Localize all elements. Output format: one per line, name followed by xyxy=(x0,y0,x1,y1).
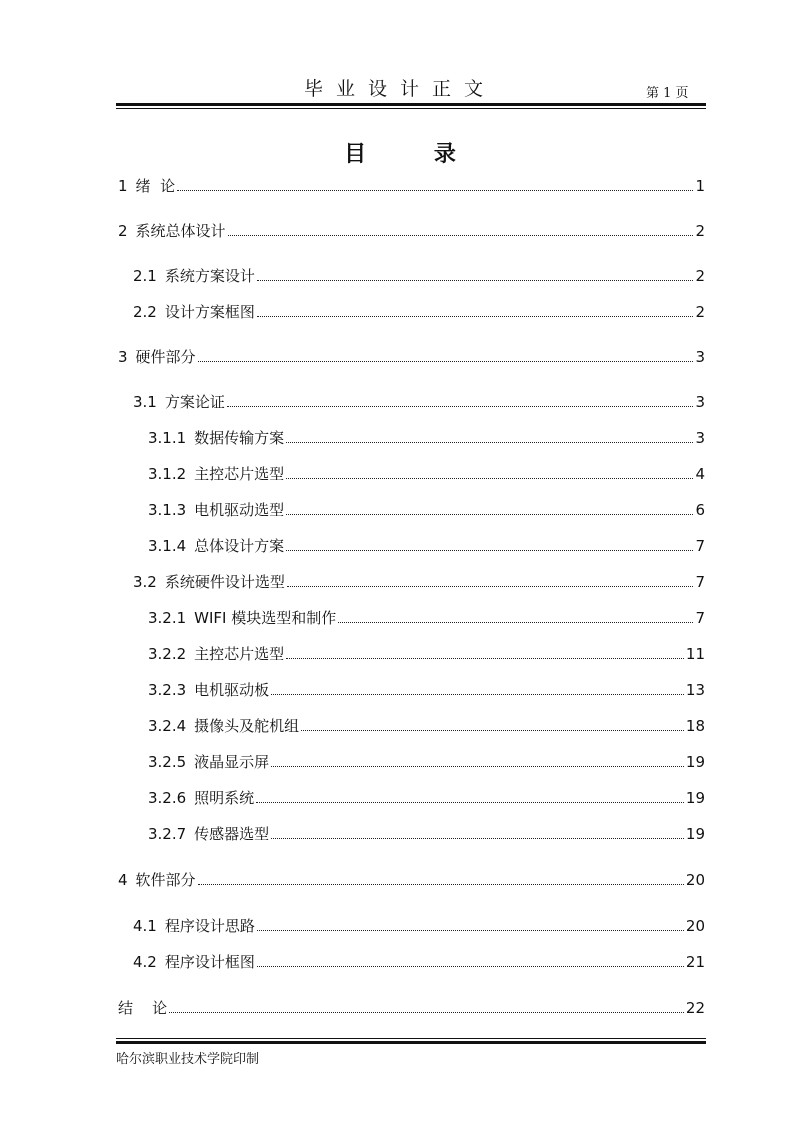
toc-entry-number: 3.1 xyxy=(133,393,157,411)
toc-dot-leader xyxy=(286,441,693,443)
toc-entry-title: 系统硬件设计选型 xyxy=(164,573,285,591)
toc-title: 目 录 xyxy=(344,142,486,167)
toc-entry-title: WIFI 模块选型和制作 xyxy=(194,609,337,627)
toc-entry-number: 2 xyxy=(118,222,128,240)
toc-entry-number: 2.2 xyxy=(133,303,157,321)
toc-dot-leader xyxy=(338,621,693,623)
toc-entry-number: 3.2.7 xyxy=(148,825,187,843)
toc-entry-title: 摄像头及舵机组 xyxy=(194,717,300,735)
toc-entry-number: 2.1 xyxy=(133,267,157,285)
toc-entry-title: 电机驱动板 xyxy=(194,681,270,699)
toc-dot-leader xyxy=(271,765,684,767)
toc-dot-leader xyxy=(177,189,693,191)
toc-entry-number: 3.1.2 xyxy=(148,465,187,483)
toc-entry-page: 2 xyxy=(695,222,705,240)
toc-entry-title: 总体设计方案 xyxy=(194,537,285,555)
toc-entry-title: 照明系统 xyxy=(194,789,255,807)
toc-entry-page: 2 xyxy=(695,267,705,285)
toc-entry-title: 主控芯片选型 xyxy=(194,465,285,483)
toc-entry-page: 7 xyxy=(695,573,705,591)
toc-entry-title: 绪 论 xyxy=(135,177,176,195)
toc-entry-title: 主控芯片选型 xyxy=(194,645,285,663)
header-page-label: 第 1 页 xyxy=(646,86,689,101)
toc-entry-page: 19 xyxy=(685,753,705,771)
toc-entry-page: 22 xyxy=(685,999,705,1017)
toc-entry-page: 21 xyxy=(685,953,705,971)
toc-entry-page: 20 xyxy=(685,917,705,935)
toc-entry-title: 传感器选型 xyxy=(194,825,270,843)
toc-entry-number: 1 xyxy=(118,177,128,195)
toc-entry-number: 3.2.1 xyxy=(148,609,187,627)
toc-entry[interactable] xyxy=(133,388,705,412)
toc-dot-leader xyxy=(271,837,684,839)
toc-entry-number: 3.2.5 xyxy=(148,753,187,771)
toc-entry[interactable] xyxy=(118,343,705,367)
toc-entry[interactable] xyxy=(148,604,705,628)
toc-entry-page: 1 xyxy=(695,177,705,195)
toc-dot-leader xyxy=(257,279,694,281)
toc-entry[interactable] xyxy=(133,912,705,936)
toc-entry[interactable] xyxy=(133,568,705,592)
toc-entry-number: 3.2.2 xyxy=(148,645,187,663)
toc-dot-leader xyxy=(271,693,684,695)
toc-dot-leader xyxy=(286,477,693,479)
toc-entry-title: 软件部分 xyxy=(135,871,196,889)
toc-entry[interactable] xyxy=(133,262,705,286)
toc-entry[interactable] xyxy=(118,866,705,890)
toc-dot-leader xyxy=(257,965,684,967)
toc-entry-page: 19 xyxy=(685,825,705,843)
toc-entry[interactable] xyxy=(118,217,705,241)
footer-rule xyxy=(116,1041,706,1044)
toc-entry-number: 4 xyxy=(118,871,128,889)
toc-dot-leader xyxy=(286,513,693,515)
toc-entry-page: 18 xyxy=(685,717,705,735)
toc-entry-number: 3 xyxy=(118,348,128,366)
toc-entry-page: 2 xyxy=(695,303,705,321)
toc-entry[interactable] xyxy=(148,712,705,736)
toc-entry-number: 4.1 xyxy=(133,917,157,935)
toc-entry[interactable] xyxy=(148,784,705,808)
toc-entry[interactable] xyxy=(148,496,705,520)
toc-entry-title: 系统总体设计 xyxy=(135,222,226,240)
toc-dot-leader xyxy=(286,657,684,659)
toc-entry[interactable] xyxy=(148,820,705,844)
toc-entry-page: 7 xyxy=(695,537,705,555)
toc-entry-page: 3 xyxy=(695,393,705,411)
toc-entry-page: 6 xyxy=(695,501,705,519)
toc-dot-leader xyxy=(257,929,684,931)
toc-entry-page: 19 xyxy=(685,789,705,807)
toc-entry-page: 3 xyxy=(695,348,705,366)
toc-entry[interactable] xyxy=(148,460,705,484)
toc-entry-page: 4 xyxy=(695,465,705,483)
toc-entry[interactable] xyxy=(133,948,705,972)
toc-entry-number: 3.2 xyxy=(133,573,157,591)
toc-dot-leader xyxy=(286,549,693,551)
header-rule-thin xyxy=(116,108,706,109)
toc-entry[interactable] xyxy=(148,676,705,700)
toc-entry-title: 系统方案设计 xyxy=(164,267,255,285)
toc-entry-number: 3.2.3 xyxy=(148,681,187,699)
toc-entry-number: 3.2.6 xyxy=(148,789,187,807)
header-title: 毕业设计正文 xyxy=(303,78,496,100)
toc-entry-title: 液晶显示屏 xyxy=(194,753,270,771)
toc-entry[interactable] xyxy=(148,748,705,772)
toc-entry-title: 设计方案框图 xyxy=(164,303,255,321)
header-rule xyxy=(116,103,706,106)
toc-dot-leader xyxy=(198,360,694,362)
toc-entry[interactable] xyxy=(133,298,705,322)
toc-dot-leader xyxy=(257,315,694,317)
toc-entry-page: 7 xyxy=(695,609,705,627)
toc-entry-title: 结 论 xyxy=(118,999,168,1017)
toc-dot-leader xyxy=(287,585,694,587)
toc-dot-leader xyxy=(256,801,684,803)
toc-dot-leader xyxy=(228,234,694,236)
footer-rule-thin xyxy=(116,1038,706,1039)
toc-entry-number: 3.2.4 xyxy=(148,717,187,735)
toc-dot-leader xyxy=(227,405,694,407)
toc-entry-title: 电机驱动选型 xyxy=(194,501,285,519)
footer-text: 哈尔滨职业技术学院印制 xyxy=(116,1052,260,1067)
toc-dot-leader xyxy=(169,1011,684,1013)
toc-dot-leader xyxy=(198,883,684,885)
toc-entry-title: 数据传输方案 xyxy=(194,429,285,447)
toc-entry-title: 程序设计框图 xyxy=(164,953,255,971)
toc-entry-page: 11 xyxy=(685,645,705,663)
toc-entry[interactable] xyxy=(118,994,705,1018)
toc-entry-number: 4.2 xyxy=(133,953,157,971)
toc-entry-title: 硬件部分 xyxy=(135,348,196,366)
toc-entry-number: 3.1.3 xyxy=(148,501,187,519)
toc-entry-title: 方案论证 xyxy=(164,393,225,411)
toc-entry-page: 13 xyxy=(685,681,705,699)
toc-entry-number: 3.1.4 xyxy=(148,537,187,555)
toc-dot-leader xyxy=(301,729,684,731)
toc-entry[interactable] xyxy=(148,640,705,664)
toc-entry[interactable] xyxy=(118,172,705,196)
toc-entry[interactable] xyxy=(148,532,705,556)
toc-entry-page: 3 xyxy=(695,429,705,447)
toc-entry-title: 程序设计思路 xyxy=(164,917,255,935)
toc-entry-page: 20 xyxy=(685,871,705,889)
toc-entry-number: 3.1.1 xyxy=(148,429,187,447)
toc-entry[interactable] xyxy=(148,424,705,448)
